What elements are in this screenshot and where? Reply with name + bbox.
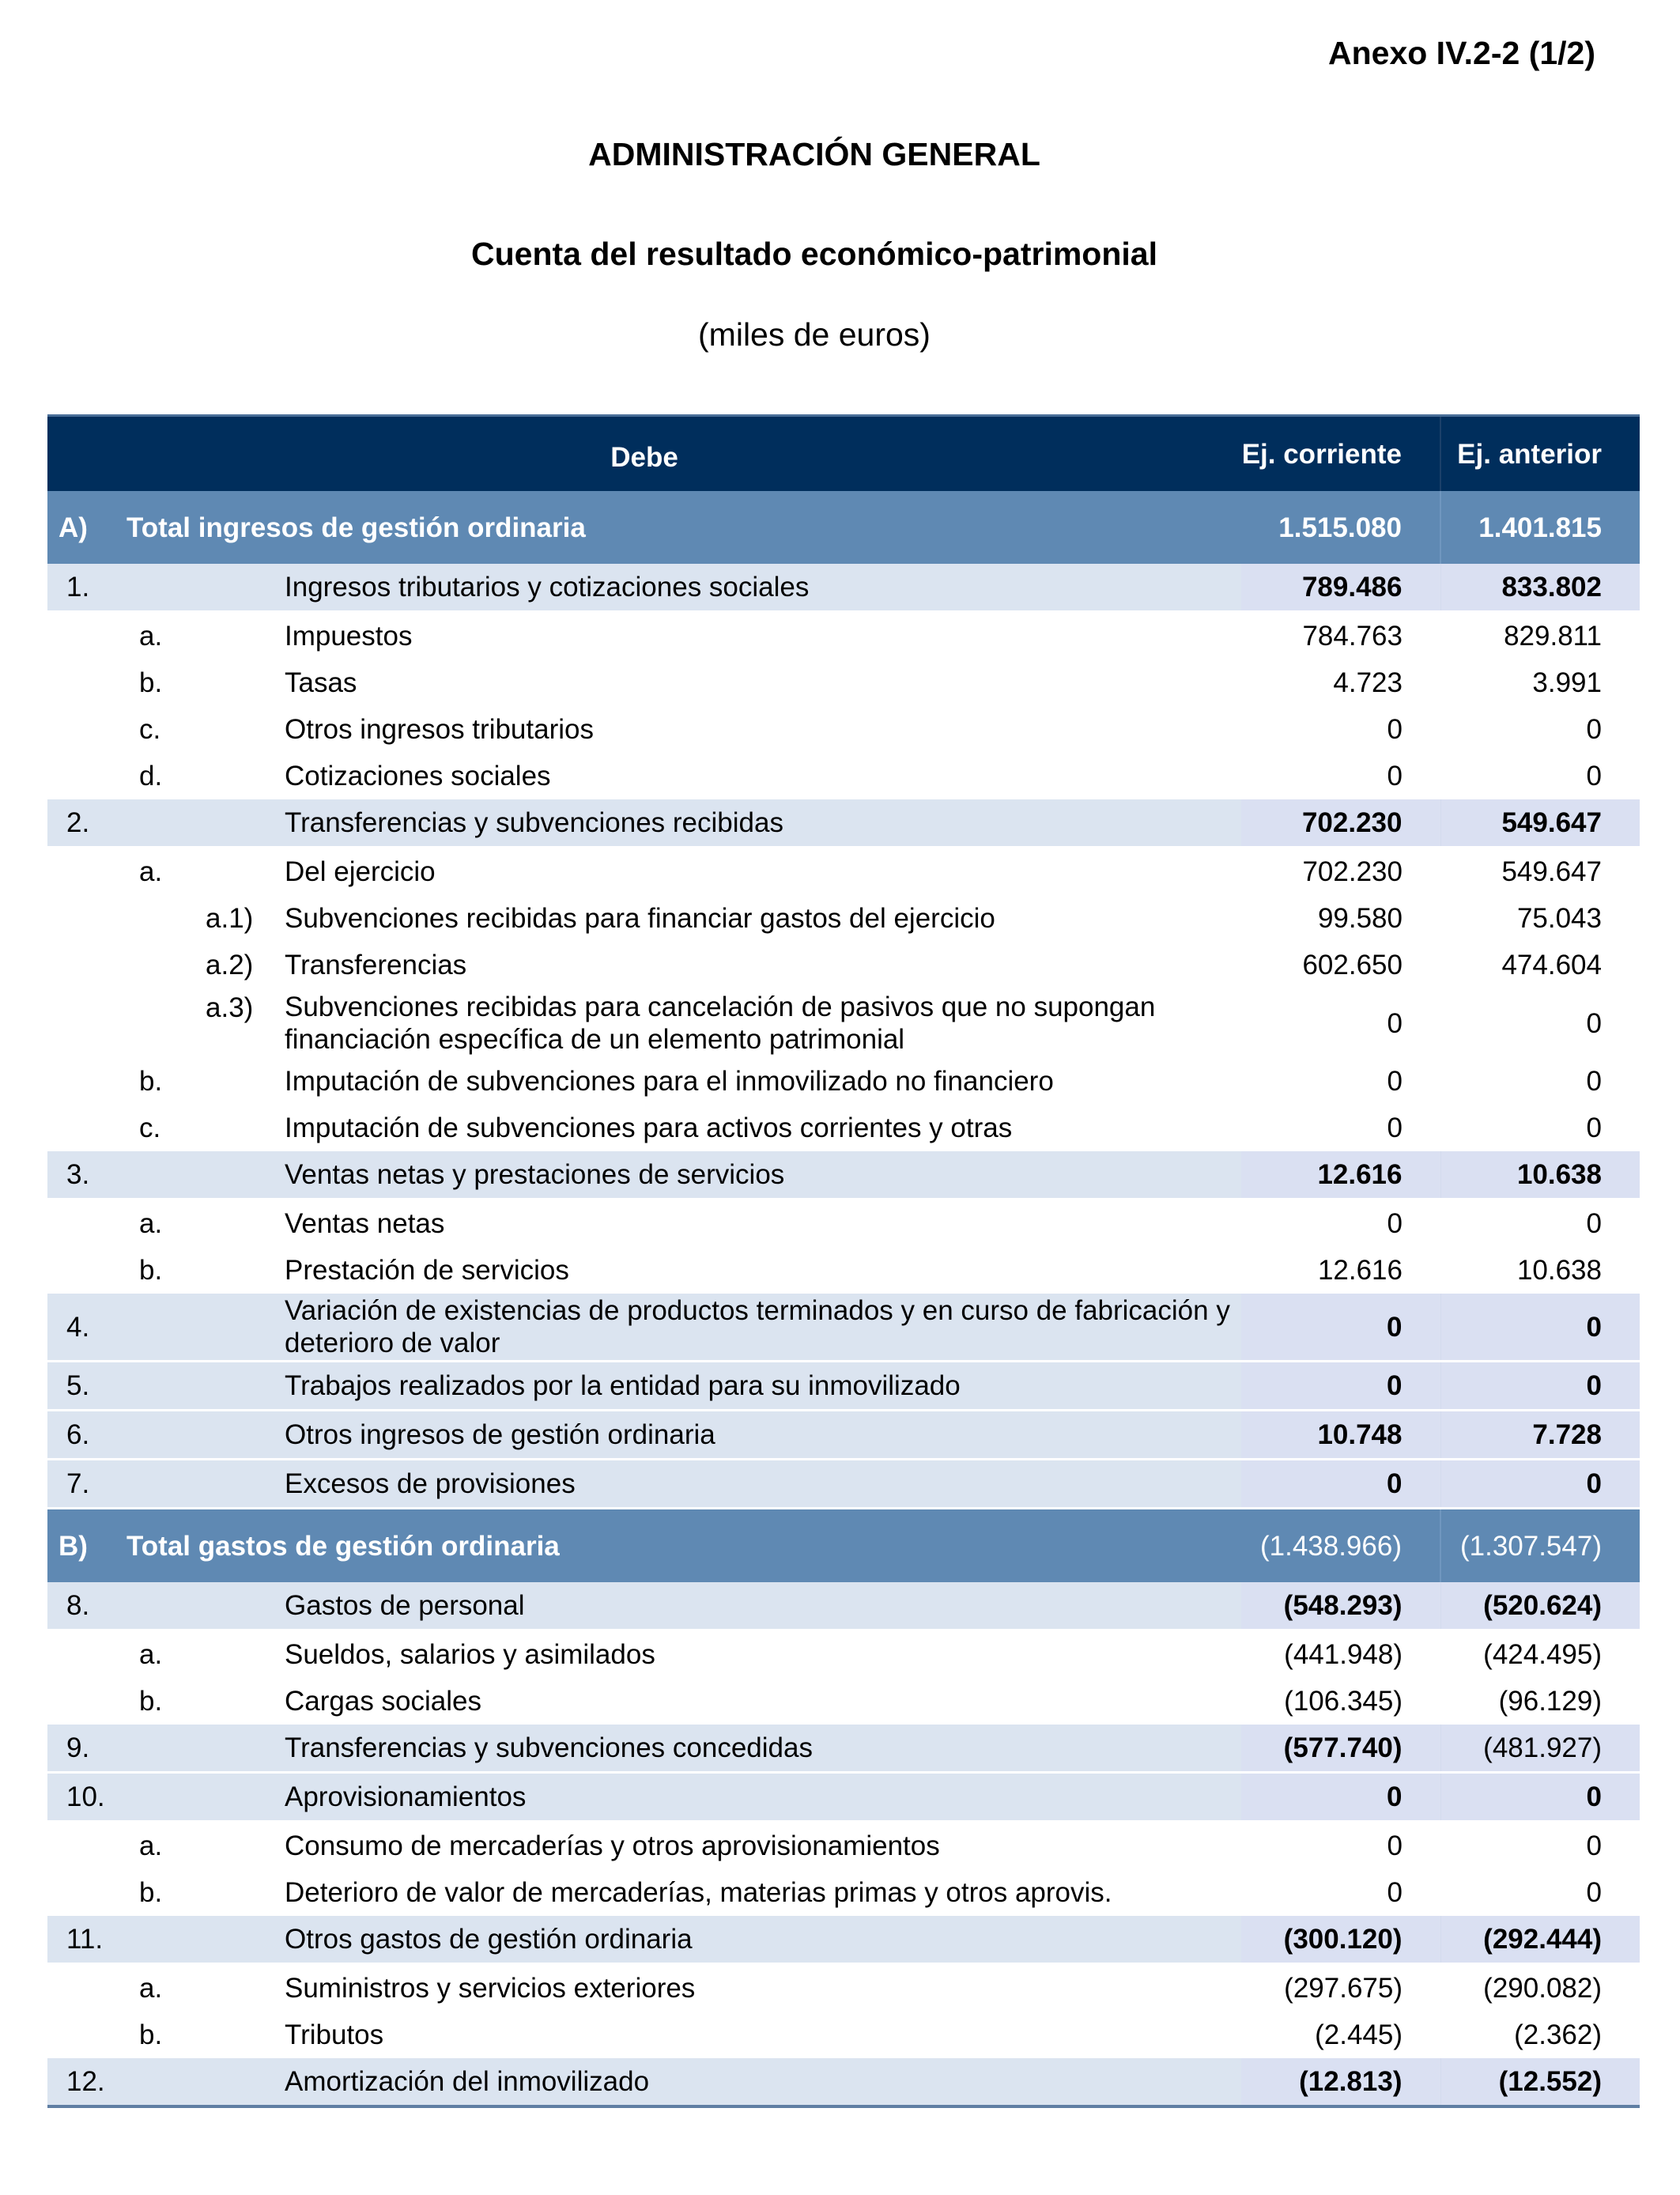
row-number: b. [47,1247,285,1294]
row-previous-value: (96.129) [1440,1678,1640,1725]
table-row [47,1105,1640,1151]
row-previous-value: (424.495) [1440,1630,1640,1679]
row-previous-value: (2.362) [1440,2012,1640,2058]
row-label: Prestación de servicios [285,1247,1241,1294]
table-row [47,848,1640,896]
row-number: 5. [47,1362,126,1411]
row-previous-value: 0 [1440,1460,1640,1509]
row-number: 12. [47,2058,126,2106]
row-previous-value: 0 [1440,706,1640,753]
row-current-value: (441.948) [1241,1630,1440,1679]
row-current-value: 0 [1241,1294,1440,1362]
row-previous-value: 10.638 [1440,1247,1640,1294]
table-row [47,1058,1640,1105]
row-label: Otros gastos de gestión ordinaria [285,1916,1241,1964]
row-label: Subvenciones recibidas para financiar gastos del ejercicio [285,895,1241,942]
annex-reference: Anexo IV.2-2 (1/2) [1327,35,1595,71]
row-current-value: 0 [1241,1362,1440,1411]
row-previous-value: 0 [1440,1362,1640,1411]
row-current-value: (12.813) [1241,2058,1440,2106]
row-label: Variación de existencias de productos terminados y en curso de fabricación y deterioro de valor [285,1294,1241,1362]
row-label: Del ejercicio [285,848,1241,896]
row-current-value: 0 [1241,1773,1440,1822]
row-number: 2. [47,799,126,848]
row-previous-value: 0 [1440,1058,1640,1105]
row-number: b. [47,1869,285,1916]
table-row [47,1822,1640,1870]
row-current-value: 784.763 [1241,612,1440,660]
row-current-value: 0 [1241,988,1440,1058]
table-row [47,1725,1640,1773]
row-previous-value: 0 [1440,1869,1640,1916]
row-previous-value: 7.728 [1440,1411,1640,1460]
table-row [47,2058,1640,2106]
row-previous-value: 0 [1440,1200,1640,1248]
row-previous-value: 0 [1440,1773,1640,1822]
row-current-value: 4.723 [1241,659,1440,706]
row-label: Impuestos [285,612,1241,660]
row-number: a. [47,1822,285,1870]
row-number: d. [47,753,285,799]
row-previous-value: 10.638 [1440,1151,1640,1200]
table-row [47,1151,1640,1200]
table-row [47,799,1640,848]
row-previous-value: 549.647 [1440,799,1640,848]
table-row [47,1582,1640,1630]
table-row [47,1460,1640,1509]
row-number: 10. [47,1773,126,1822]
row-label: Aprovisionamientos [285,1773,1241,1822]
row-current-value: 0 [1241,753,1440,799]
row-current-value: 0 [1241,1058,1440,1105]
row-label: Imputación de subvenciones para el inmovilizado no financiero [285,1058,1241,1105]
section-total-row [47,491,1640,564]
row-label: Excesos de provisiones [285,1460,1241,1509]
row-number: 7. [47,1460,126,1509]
row-previous-value: 829.811 [1440,612,1640,660]
table-row [47,706,1640,753]
row-previous-value: 0 [1440,753,1640,799]
section-current-value: (1.438.966) [1241,1509,1440,1583]
table-row [47,1964,1640,2012]
row-number: b. [47,659,285,706]
row-number: 8. [47,1582,126,1630]
section-code: A) [47,491,126,564]
row-number: 3. [47,1151,126,1200]
row-current-value: 0 [1241,1869,1440,1916]
section-label: Total ingresos de gestión ordinaria [126,491,1241,564]
row-label: Imputación de subvenciones para activos corrientes y otras [285,1105,1241,1151]
row-label: Cotizaciones sociales [285,753,1241,799]
row-label: Tributos [285,2012,1241,2058]
table-row [47,1411,1640,1460]
table-row [47,1362,1640,1411]
row-label: Sueldos, salarios y asimilados [285,1630,1241,1679]
row-previous-value: 0 [1440,1294,1640,1362]
row-current-value: 702.230 [1241,799,1440,848]
row-number: b. [47,1058,285,1105]
row-label: Amortización del inmovilizado [285,2058,1241,2106]
row-previous-value: 549.647 [1440,848,1640,896]
row-current-value: (297.675) [1241,1964,1440,2012]
row-number: a. [47,848,285,896]
row-previous-value: 0 [1440,988,1640,1058]
row-current-value: 99.580 [1241,895,1440,942]
row-label: Ingresos tributarios y cotizaciones sociales [285,564,1241,612]
row-current-value: 12.616 [1241,1151,1440,1200]
row-previous-value: 833.802 [1440,564,1640,612]
row-label: Subvenciones recibidas para cancelación de pasivos que no supongan financiación específica de un elemento patrimonial [285,988,1241,1058]
row-number: a. [47,1630,285,1679]
table-row [47,753,1640,799]
section-label: Total gastos de gestión ordinaria [126,1509,1241,1583]
column-header-previous: Ej. anterior [1440,416,1640,492]
row-previous-value: 75.043 [1440,895,1640,942]
table-row [47,988,1640,1058]
row-number: a. [47,612,285,660]
statement-title: Cuenta del resultado económico-patrimonial [471,236,1157,272]
table-row [47,1773,1640,1822]
table-row [47,2012,1640,2058]
row-previous-value: 0 [1440,1105,1640,1151]
row-label: Transferencias y subvenciones recibidas [285,799,1241,848]
row-label: Ventas netas y prestaciones de servicios [285,1151,1241,1200]
column-header-current: Ej. corriente [1241,416,1440,492]
row-number: 6. [47,1411,126,1460]
table-row [47,1294,1640,1362]
row-current-value: (548.293) [1241,1582,1440,1630]
section-current-value: 1.515.080 [1241,491,1440,564]
table-row [47,942,1640,988]
row-previous-value: (12.552) [1440,2058,1640,2106]
row-current-value: 0 [1241,1105,1440,1151]
section-total-row [47,1509,1640,1583]
row-number: a. [47,1964,285,2012]
row-previous-value: (290.082) [1440,1964,1640,2012]
row-number: b. [47,1678,285,1725]
row-previous-value: (520.624) [1440,1582,1640,1630]
row-number: a. [47,1200,285,1248]
table-row [47,1678,1640,1725]
table-row [47,1630,1640,1679]
section-code: B) [47,1509,126,1583]
row-label: Deterioro de valor de mercaderías, materias primas y otros aprovis. [285,1869,1241,1916]
row-label: Tasas [285,659,1241,706]
table-row [47,564,1640,612]
row-current-value: 0 [1241,1822,1440,1870]
row-label: Transferencias y subvenciones concedidas [285,1725,1241,1773]
row-number: a.2) [47,942,285,988]
row-number: c. [47,706,285,753]
income-statement-table [47,414,1640,2108]
row-label: Otros ingresos de gestión ordinaria [285,1411,1241,1460]
table-row [47,895,1640,942]
table-row [47,1916,1640,1964]
row-current-value: 0 [1241,1460,1440,1509]
row-number: a.3) [47,988,285,1058]
row-label: Ventas netas [285,1200,1241,1248]
row-previous-value: 0 [1440,1822,1640,1870]
row-label: Consumo de mercaderías y otros aprovisionamientos [285,1822,1241,1870]
row-previous-value: (292.444) [1440,1916,1640,1964]
table-row [47,1200,1640,1248]
row-current-value: 602.650 [1241,942,1440,988]
row-number: 1. [47,564,126,612]
row-number: b. [47,2012,285,2058]
row-current-value: (2.445) [1241,2012,1440,2058]
row-label: Trabajos realizados por la entidad para su inmovilizado [285,1362,1241,1411]
row-current-value: (577.740) [1241,1725,1440,1773]
column-header-debe: Debe [47,416,1241,492]
table-row [47,1869,1640,1916]
row-number: 4. [47,1294,126,1362]
row-number: 11. [47,1916,126,1964]
row-number: a.1) [47,895,285,942]
row-label: Transferencias [285,942,1241,988]
table-row [47,659,1640,706]
row-number: c. [47,1105,285,1151]
row-number: 9. [47,1725,126,1773]
table-row [47,612,1640,660]
row-current-value: 0 [1241,1200,1440,1248]
row-previous-value: (481.927) [1440,1725,1640,1773]
row-current-value: (300.120) [1241,1916,1440,1964]
row-current-value: 10.748 [1241,1411,1440,1460]
row-label: Gastos de personal [285,1582,1241,1630]
section-previous-value: (1.307.547) [1440,1509,1640,1583]
row-current-value: 12.616 [1241,1247,1440,1294]
row-current-value: 702.230 [1241,848,1440,896]
row-previous-value: 474.604 [1440,942,1640,988]
section-previous-value: 1.401.815 [1440,491,1640,564]
row-label: Cargas sociales [285,1678,1241,1725]
row-current-value: 789.486 [1241,564,1440,612]
units-subtitle: (miles de euros) [698,316,931,353]
table-header-row [47,416,1640,492]
row-label: Suministros y servicios exteriores [285,1964,1241,2012]
row-previous-value: 3.991 [1440,659,1640,706]
entity-title: ADMINISTRACIÓN GENERAL [588,136,1040,172]
table-row [47,1247,1640,1294]
row-current-value: (106.345) [1241,1678,1440,1725]
row-label: Otros ingresos tributarios [285,706,1241,753]
row-current-value: 0 [1241,706,1440,753]
